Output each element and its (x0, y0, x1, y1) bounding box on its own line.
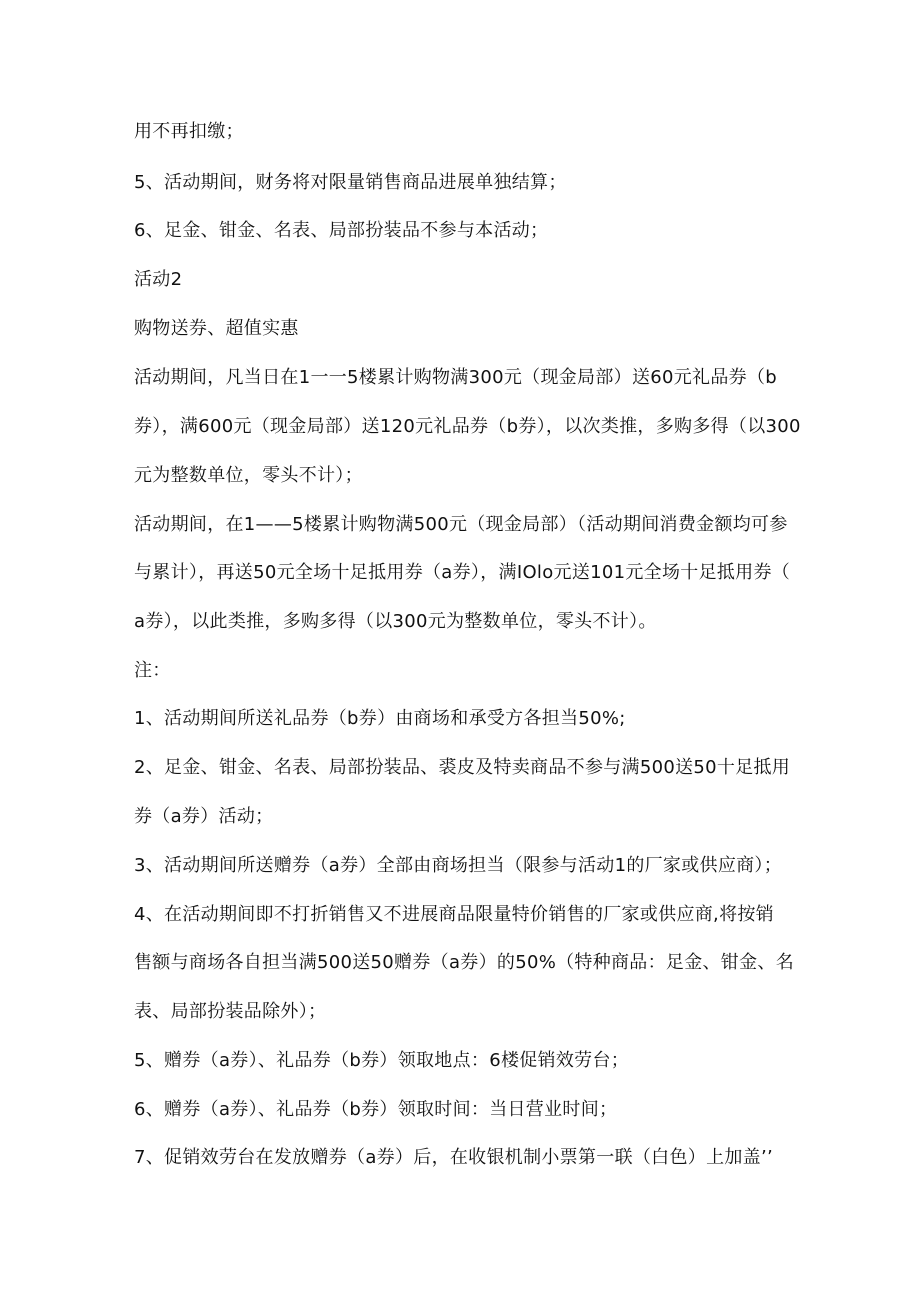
text-line: 6、赠券（a券）、礼品券（b券）领取时间：当日营业时间； (134, 1099, 618, 1120)
text-line: 5、赠券（a券）、礼品券（b券）领取地点：6楼促销效劳台； (134, 1050, 630, 1071)
text-line: 活动期间，在1——5楼累计购物满500元（现金局部）（活动期间消费金额均可参 (134, 514, 788, 535)
section-subtitle: 购物送券、超值实惠 (134, 318, 299, 339)
text-line: 1、活动期间所送礼品券（b券）由商场和承受方各担当50%; (134, 708, 626, 729)
text-line: 3、活动期间所送赠券（a券）全部由商场担当（限参与活动1的厂家或供应商）； (134, 855, 783, 876)
note-heading: 注： (134, 660, 171, 681)
text-line: 券），满600元（现金局部）送120元礼品券（b券），以次类推，多购多得（以300 (134, 416, 801, 437)
text-line: 活动期间，凡当日在1一一5楼累计购物满300元（现金局部）送60元礼品券（b (134, 367, 777, 388)
text-line: 2、足金、钳金、名表、局部扮装品、裘皮及特卖商品不参与满500送50十足抵用 (134, 757, 791, 778)
text-line: 用不再扣缴； (134, 121, 244, 142)
text-line: 4、在活动期间即不打折销售又不进展商品限量特价销售的厂家或供应商,将按销 (134, 904, 774, 925)
text-line: 元为整数单位，零头不计）； (134, 465, 363, 486)
section-heading: 活动2 (134, 269, 183, 290)
text-line: 7、促销效劳台在发放赠券（a券）后，在收银机制小票第一联（白色）上加盖’’ (134, 1147, 774, 1168)
text-line: a券），以此类推，多购多得（以300元为整数单位，零头不计）。 (134, 611, 657, 632)
text-line: 售额与商场各自担当满500送50赠券（a券）的50%（特种商品：足金、钳金、名 (134, 952, 794, 973)
text-line: 表、局部扮装品除外）； (134, 1001, 327, 1022)
text-line: 与累计），再送50元全场十足抵用券（a券），满IOlo元送101元全场十足抵用券（ (134, 562, 791, 583)
text-line: 5、活动期间，财务将对限量销售商品进展单独结算； (134, 172, 567, 193)
text-line: 券（a券）活动； (134, 806, 274, 827)
text-line: 6、足金、钳金、名表、局部扮装品不参与本活动； (134, 220, 549, 241)
